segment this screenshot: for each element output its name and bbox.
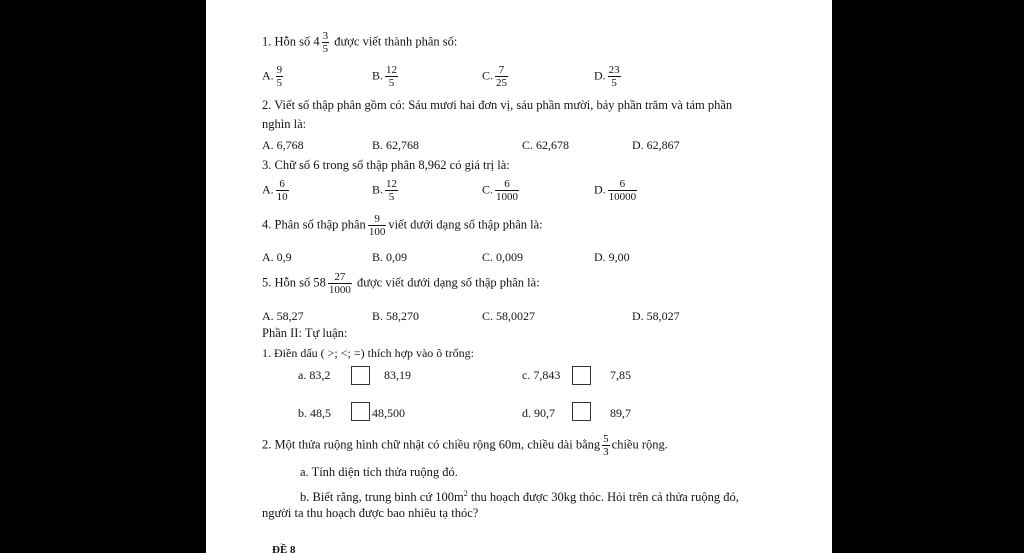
q1-a-letter: A.	[262, 68, 274, 83]
part2-q2-pre: 2. Một thửa ruộng hình chữ nhật có chiều rộng 60m, chiều dài bằng	[262, 437, 601, 452]
q3-stem: 3. Chữ số 6 trong số thập phân 8,962 có giá trị là:	[262, 158, 510, 172]
q3-c-letter: C.	[482, 182, 494, 197]
q2-option-d: D. 62,867	[632, 138, 680, 152]
q1-option-a	[262, 64, 285, 89]
q4-stem	[262, 213, 543, 238]
q1-option-b	[372, 64, 400, 89]
q3-c-num: 6	[495, 178, 519, 191]
q4-option-a: A. 0,9	[262, 250, 292, 264]
part2-q2b-sup: 2	[463, 489, 468, 498]
compare-b-right: 48,500	[372, 406, 405, 420]
q1-stem	[262, 30, 457, 55]
q1-label: 1. Hỗn số	[262, 34, 311, 49]
q1-d-num: 23	[608, 64, 620, 76]
part2-q2-denominator: 3	[603, 446, 609, 458]
compare-d-box[interactable]	[572, 402, 591, 421]
q5-option-c: C. 58,0027	[482, 309, 536, 323]
part2-q2-fraction	[602, 433, 610, 458]
q1-tail: được viết thành phân số:	[334, 34, 458, 49]
q1-a-den: 5	[276, 77, 283, 89]
compare-a-left: a. 83,2	[298, 368, 331, 382]
part2-heading: Phần II: Tự luận:	[262, 326, 348, 340]
q5-post: được viết dưới dạng số thập phân là:	[357, 275, 540, 290]
q3-b-letter: B.	[372, 182, 384, 197]
q5-option-a: A. 58,27	[262, 309, 304, 323]
q3-d-letter: D.	[594, 182, 606, 197]
worksheet-page	[206, 0, 832, 553]
q3-c-den: 1000	[496, 191, 519, 203]
part2-q2b-pre: b. Biết rằng, trung bình cứ 100m	[300, 490, 464, 505]
q3-option-a	[262, 178, 291, 203]
q1-numerator: 3	[322, 30, 329, 42]
q3-d-num: 6	[608, 178, 638, 191]
q5-stem	[262, 271, 540, 296]
q1-option-c	[482, 64, 510, 89]
part2-q1: 1. Điền dấu ( >; <; =) thích hợp vào ô trống:	[262, 346, 474, 360]
part2-q2a: a. Tính diện tích thửa ruộng đó.	[300, 465, 458, 479]
q3-b-den: 5	[388, 191, 395, 203]
q4-fraction	[368, 213, 387, 238]
compare-d-left: d. 90,7	[522, 406, 555, 420]
q5-pre: 5. Hỗn số	[262, 275, 311, 290]
q3-b-num: 12	[386, 178, 398, 190]
q3-option-d	[594, 178, 639, 203]
q1-b-num: 12	[386, 64, 398, 76]
q2-option-a: A. 6,768	[262, 138, 304, 152]
q4-option-c: C. 0,009	[482, 250, 524, 264]
q5-numerator: 27	[328, 271, 352, 284]
compare-c-right: 7,85	[610, 368, 631, 382]
q1-fraction	[322, 30, 330, 55]
compare-a-box[interactable]	[351, 366, 370, 385]
q1-a-num: 9	[276, 64, 283, 76]
q1-d-den: 5	[611, 77, 617, 89]
q2-line1: 2. Viết số thập phân gồm có: Sáu mươi hai đơn vị, sáu phần mười, bảy phần trăm và tám phần	[262, 98, 733, 112]
q2-line2: nghìn là:	[262, 117, 307, 131]
q1-denominator: 5	[322, 43, 329, 55]
q2-option-c: C. 62,678	[522, 138, 570, 152]
compare-c-box[interactable]	[572, 366, 591, 385]
next-exam-heading: ĐỀ 8	[272, 544, 296, 553]
part2-q2b-line2: người ta thu hoạch được bao nhiêu tạ thóc?	[262, 506, 479, 520]
q3-option-b	[372, 178, 400, 203]
q3-a-num: 6	[276, 178, 289, 191]
q4-numerator: 9	[368, 213, 387, 226]
q1-d-letter: D.	[594, 68, 606, 83]
q1-b-den: 5	[388, 77, 395, 89]
q3-d-den: 10000	[608, 191, 637, 203]
q5-whole: 58	[313, 275, 326, 290]
q2-option-b: B. 62,768	[372, 138, 420, 152]
q5-fraction	[328, 271, 352, 296]
q4-post: viết dưới dạng số thập phân là:	[388, 217, 543, 232]
part2-q2-post: chiều rộng.	[611, 437, 668, 452]
compare-d-right: 89,7	[610, 406, 631, 420]
q5-option-d: D. 58,027	[632, 309, 680, 323]
q3-option-c	[482, 178, 521, 203]
compare-c-left: c. 7,843	[522, 368, 561, 382]
q1-c-num: 7	[495, 64, 508, 77]
q1-c-letter: C.	[482, 68, 494, 83]
q4-denominator: 100	[368, 226, 386, 238]
compare-b-left: b. 48,5	[298, 406, 331, 420]
q1-b-letter: B.	[372, 68, 384, 83]
q5-denominator: 1000	[328, 284, 351, 296]
q1-option-d	[594, 64, 623, 89]
q3-a-den: 10	[276, 191, 288, 203]
q5-option-b: B. 58,270	[372, 309, 420, 323]
q3-a-letter: A.	[262, 182, 274, 197]
q1-whole: 4	[313, 34, 320, 49]
compare-b-box[interactable]	[351, 402, 370, 421]
part2-q2b-line1	[300, 486, 739, 505]
q1-c-den: 25	[496, 77, 508, 89]
compare-a-right: 83,19	[384, 368, 411, 382]
part2-q2-stem	[262, 433, 668, 458]
q4-pre: 4. Phân số thập phân	[262, 217, 366, 232]
q1-mixed-number	[313, 30, 331, 55]
q4-option-d: D. 9,00	[594, 250, 630, 264]
part2-q2b-post: thu hoạch được 30kg thóc. Hỏi trên cả thửa ruộng đó,	[467, 490, 739, 505]
q4-option-b: B. 0,09	[372, 250, 408, 264]
part2-q2-numerator: 5	[603, 433, 609, 445]
